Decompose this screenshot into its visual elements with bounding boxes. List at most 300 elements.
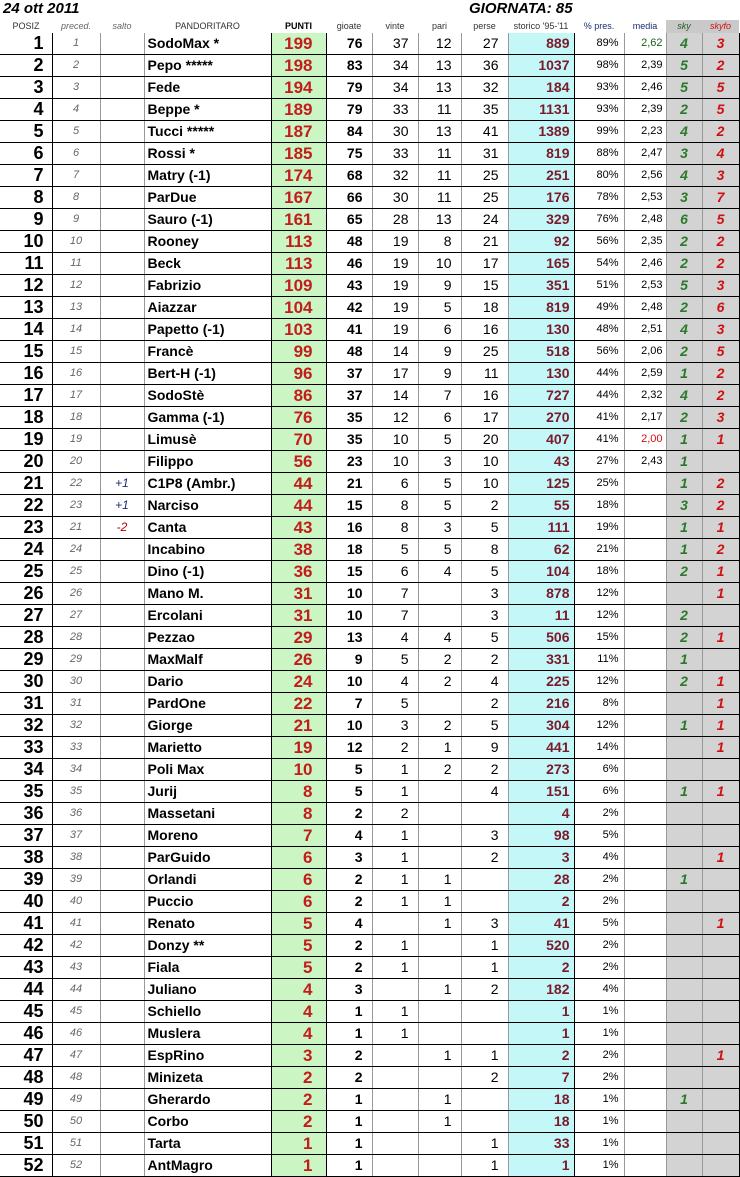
points-cell: 2 [271,1067,326,1089]
points-cell: 187 [271,121,326,143]
points-cell: 44 [271,473,326,495]
skyfo-cell: 5 [702,209,739,231]
change-cell [100,913,144,935]
player-name-cell: Bert-H (-1) [144,363,271,385]
historic-cell: 1 [508,1023,574,1045]
presence-cell: 18% [574,495,624,517]
losses-cell: 31 [461,143,508,165]
presence-cell: 93% [574,99,624,121]
average-cell: 2,48 [624,209,666,231]
player-name-cell: SodoStè [144,385,271,407]
draws-cell: 4 [418,627,461,649]
points-cell: 113 [271,231,326,253]
player-name-cell: PardOne [144,693,271,715]
draws-cell: 1 [418,913,461,935]
points-cell: 31 [271,583,326,605]
draws-cell [418,935,461,957]
average-cell: 2,56 [624,165,666,187]
presence-cell: 88% [574,143,624,165]
previous-position-cell: 42 [52,935,100,957]
average-cell [624,759,666,781]
losses-cell: 5 [461,715,508,737]
losses-cell: 32 [461,77,508,99]
played-cell: 42 [326,297,372,319]
skyfo-cell: 2 [702,121,739,143]
col-header-punti: PUNTI [285,21,312,31]
losses-cell: 2 [461,693,508,715]
col-header-posiz: POSIZ [12,21,40,31]
average-cell [624,693,666,715]
skyfo-cell: 1 [702,627,739,649]
position-cell: 7 [0,165,52,187]
draws-cell [418,803,461,825]
average-cell [624,957,666,979]
table-row [0,1111,739,1133]
points-cell: 24 [271,671,326,693]
points-cell: 38 [271,539,326,561]
historic-cell: 55 [508,495,574,517]
position-cell: 35 [0,781,52,803]
wins-cell: 19 [372,319,418,341]
points-cell: 96 [271,363,326,385]
skyfo-cell: 2 [702,253,739,275]
draws-cell [418,781,461,803]
player-name-cell: Moreno [144,825,271,847]
historic-cell: 62 [508,539,574,561]
table-row [0,143,739,165]
played-cell: 37 [326,363,372,385]
wins-cell [372,1111,418,1133]
sky-cell: 2 [666,99,702,121]
player-name-cell: Francè [144,341,271,363]
change-cell [100,1089,144,1111]
change-cell [100,1133,144,1155]
position-cell: 32 [0,715,52,737]
sky-cell: 4 [666,385,702,407]
previous-position-cell: 2 [52,55,100,77]
losses-cell [461,869,508,891]
points-cell: 56 [271,451,326,473]
average-cell [624,1023,666,1045]
draws-cell [418,957,461,979]
sky-cell [666,935,702,957]
sky-cell: 5 [666,275,702,297]
previous-position-cell: 8 [52,187,100,209]
historic-cell: 41 [508,913,574,935]
historic-cell: 18 [508,1089,574,1111]
wins-cell: 33 [372,143,418,165]
points-cell: 21 [271,715,326,737]
draws-cell [418,1155,461,1177]
historic-cell: 819 [508,143,574,165]
player-name-cell: Gamma (-1) [144,407,271,429]
position-cell: 44 [0,979,52,1001]
previous-position-cell: 32 [52,715,100,737]
losses-cell: 3 [461,605,508,627]
points-cell: 86 [271,385,326,407]
previous-position-cell: 16 [52,363,100,385]
change-cell [100,297,144,319]
position-cell: 4 [0,99,52,121]
presence-cell: 6% [574,759,624,781]
average-cell [624,473,666,495]
table-row [0,1089,739,1111]
average-cell [624,1089,666,1111]
player-name-cell: Rossi * [144,143,271,165]
draws-cell: 13 [418,55,461,77]
losses-cell: 3 [461,913,508,935]
table-row [0,671,739,693]
skyfo-cell [702,605,739,627]
position-cell: 11 [0,253,52,275]
played-cell: 15 [326,495,372,517]
played-cell: 16 [326,517,372,539]
skyfo-cell: 5 [702,77,739,99]
sky-cell: 2 [666,407,702,429]
losses-cell: 3 [461,825,508,847]
sky-cell: 2 [666,561,702,583]
losses-cell [461,803,508,825]
change-cell [100,143,144,165]
draws-cell: 2 [418,671,461,693]
skyfo-cell [702,1023,739,1045]
wins-cell: 8 [372,517,418,539]
sky-cell: 2 [666,297,702,319]
sky-cell: 3 [666,495,702,517]
draws-cell: 5 [418,539,461,561]
losses-cell: 41 [461,121,508,143]
previous-position-cell: 50 [52,1111,100,1133]
wins-cell: 1 [372,781,418,803]
presence-cell: 44% [574,385,624,407]
sky-cell: 6 [666,209,702,231]
change-cell [100,451,144,473]
draws-cell: 9 [418,363,461,385]
draws-cell: 11 [418,99,461,121]
historic-cell: 441 [508,737,574,759]
draws-cell: 5 [418,429,461,451]
player-name-cell: Gherardo [144,1089,271,1111]
skyfo-cell [702,1089,739,1111]
draws-cell: 3 [418,451,461,473]
previous-position-cell: 52 [52,1155,100,1177]
player-name-cell: Limusè [144,429,271,451]
previous-position-cell: 15 [52,341,100,363]
skyfo-cell [702,1155,739,1177]
skyfo-cell [702,1111,739,1133]
historic-cell: 184 [508,77,574,99]
played-cell: 83 [326,55,372,77]
historic-cell: 98 [508,825,574,847]
standings-body [0,33,739,1177]
previous-position-cell: 10 [52,231,100,253]
position-cell: 13 [0,297,52,319]
average-cell [624,935,666,957]
losses-cell: 20 [461,429,508,451]
points-cell: 5 [271,935,326,957]
historic-cell: 251 [508,165,574,187]
change-cell [100,429,144,451]
position-cell: 41 [0,913,52,935]
losses-cell: 11 [461,363,508,385]
change-cell [100,231,144,253]
previous-position-cell: 40 [52,891,100,913]
historic-cell: 182 [508,979,574,1001]
sky-cell [666,1023,702,1045]
skyfo-cell: 1 [702,847,739,869]
position-cell: 25 [0,561,52,583]
table-row [0,495,739,517]
historic-cell: 28 [508,869,574,891]
historic-cell: 92 [508,231,574,253]
points-cell: 4 [271,1001,326,1023]
historic-cell: 7 [508,1067,574,1089]
historic-cell: 43 [508,451,574,473]
position-cell: 28 [0,627,52,649]
player-name-cell: Massetani [144,803,271,825]
played-cell: 79 [326,99,372,121]
losses-cell: 2 [461,759,508,781]
position-cell: 27 [0,605,52,627]
average-cell [624,1067,666,1089]
wins-cell: 37 [372,33,418,55]
presence-cell: 56% [574,341,624,363]
presence-cell: 93% [574,77,624,99]
sky-cell [666,913,702,935]
player-name-cell: Minizeta [144,1067,271,1089]
historic-cell: 520 [508,935,574,957]
change-cell [100,583,144,605]
wins-cell [372,1045,418,1067]
historic-cell: 4 [508,803,574,825]
losses-cell: 5 [461,627,508,649]
played-cell: 84 [326,121,372,143]
skyfo-cell: 3 [702,33,739,55]
played-cell: 2 [326,957,372,979]
wins-cell: 5 [372,693,418,715]
wins-cell: 2 [372,803,418,825]
losses-cell: 25 [461,187,508,209]
wins-cell: 28 [372,209,418,231]
sky-cell: 1 [666,363,702,385]
draws-cell: 2 [418,759,461,781]
losses-cell: 1 [461,957,508,979]
skyfo-cell: 1 [702,693,739,715]
presence-cell: 49% [574,297,624,319]
wins-cell [372,913,418,935]
position-cell: 20 [0,451,52,473]
average-cell: 2,35 [624,231,666,253]
previous-position-cell: 48 [52,1067,100,1089]
average-cell: 2,39 [624,99,666,121]
change-cell [100,957,144,979]
presence-cell: 51% [574,275,624,297]
historic-cell: 270 [508,407,574,429]
points-cell: 1 [271,1133,326,1155]
table-row [0,605,739,627]
previous-position-cell: 37 [52,825,100,847]
col-header-pandoritaro: PANDORITARO [175,21,240,31]
draws-cell: 4 [418,561,461,583]
change-cell [100,121,144,143]
presence-cell: 1% [574,1001,624,1023]
draws-cell: 2 [418,649,461,671]
presence-cell: 98% [574,55,624,77]
presence-cell: 12% [574,715,624,737]
sky-cell [666,825,702,847]
sky-cell [666,583,702,605]
draws-cell [418,1023,461,1045]
sky-cell: 2 [666,341,702,363]
player-name-cell: Matry (-1) [144,165,271,187]
wins-cell: 1 [372,1001,418,1023]
table-row [0,759,739,781]
table-row [0,77,739,99]
played-cell: 37 [326,385,372,407]
change-cell [100,319,144,341]
presence-cell: 25% [574,473,624,495]
sky-cell: 2 [666,253,702,275]
played-cell: 10 [326,715,372,737]
sky-cell [666,1045,702,1067]
average-cell [624,627,666,649]
historic-cell: 216 [508,693,574,715]
average-cell [624,825,666,847]
change-cell: +1 [100,495,144,517]
sky-cell: 4 [666,319,702,341]
position-cell: 38 [0,847,52,869]
draws-cell: 3 [418,517,461,539]
draws-cell [418,583,461,605]
player-name-cell: Beck [144,253,271,275]
table-row [0,583,739,605]
previous-position-cell: 33 [52,737,100,759]
presence-cell: 2% [574,1045,624,1067]
player-name-cell: Mano M. [144,583,271,605]
losses-cell: 5 [461,561,508,583]
played-cell: 12 [326,737,372,759]
points-cell: 31 [271,605,326,627]
wins-cell: 32 [372,165,418,187]
table-row [0,803,739,825]
average-cell: 2,32 [624,385,666,407]
average-cell [624,1133,666,1155]
position-cell: 10 [0,231,52,253]
average-cell [624,913,666,935]
losses-cell: 17 [461,407,508,429]
position-cell: 19 [0,429,52,451]
losses-cell: 2 [461,495,508,517]
sky-cell: 2 [666,627,702,649]
sky-cell [666,759,702,781]
played-cell: 4 [326,913,372,935]
historic-cell: 33 [508,1133,574,1155]
losses-cell: 35 [461,99,508,121]
player-name-cell: Narciso [144,495,271,517]
presence-cell: 89% [574,33,624,55]
skyfo-cell: 1 [702,517,739,539]
previous-position-cell: 35 [52,781,100,803]
col-header-pari: pari [431,21,447,31]
historic-cell: 329 [508,209,574,231]
sky-cell: 1 [666,649,702,671]
presence-cell: 19% [574,517,624,539]
skyfo-cell [702,869,739,891]
presence-cell: 5% [574,913,624,935]
historic-cell: 111 [508,517,574,539]
presence-cell: 21% [574,539,624,561]
average-cell: 2,53 [624,187,666,209]
previous-position-cell: 46 [52,1023,100,1045]
sky-cell [666,891,702,913]
table-row [0,847,739,869]
report-date: 24 ott 2011 [3,0,80,17]
average-cell: 2,47 [624,143,666,165]
wins-cell: 3 [372,715,418,737]
points-cell: 109 [271,275,326,297]
player-name-cell: Marietto [144,737,271,759]
change-cell [100,891,144,913]
historic-cell: 889 [508,33,574,55]
average-cell [624,649,666,671]
previous-position-cell: 11 [52,253,100,275]
average-cell [624,781,666,803]
player-name-cell: Ercolani [144,605,271,627]
average-cell [624,847,666,869]
change-cell [100,803,144,825]
change-cell [100,539,144,561]
played-cell: 79 [326,77,372,99]
presence-cell: 2% [574,935,624,957]
skyfo-cell: 7 [702,187,739,209]
historic-cell: 518 [508,341,574,363]
previous-position-cell: 14 [52,319,100,341]
change-cell: +1 [100,473,144,495]
position-cell: 31 [0,693,52,715]
presence-cell: 12% [574,671,624,693]
sky-cell: 3 [666,187,702,209]
wins-cell: 1 [372,759,418,781]
losses-cell [461,1089,508,1111]
average-cell [624,1001,666,1023]
wins-cell: 34 [372,77,418,99]
player-name-cell: Puccio [144,891,271,913]
presence-cell: 48% [574,319,624,341]
points-cell: 99 [271,341,326,363]
played-cell: 2 [326,935,372,957]
table-row [0,99,739,121]
position-cell: 39 [0,869,52,891]
skyfo-cell [702,759,739,781]
skyfo-cell: 3 [702,275,739,297]
sky-cell: 1 [666,715,702,737]
wins-cell: 1 [372,891,418,913]
points-cell: 70 [271,429,326,451]
table-row [0,979,739,1001]
presence-cell: 2% [574,869,624,891]
previous-position-cell: 19 [52,429,100,451]
previous-position-cell: 43 [52,957,100,979]
previous-position-cell: 49 [52,1089,100,1111]
average-cell: 2,59 [624,363,666,385]
position-cell: 43 [0,957,52,979]
points-cell: 6 [271,891,326,913]
change-cell [100,825,144,847]
average-cell [624,561,666,583]
wins-cell: 10 [372,429,418,451]
previous-position-cell: 13 [52,297,100,319]
table-row [0,869,739,891]
